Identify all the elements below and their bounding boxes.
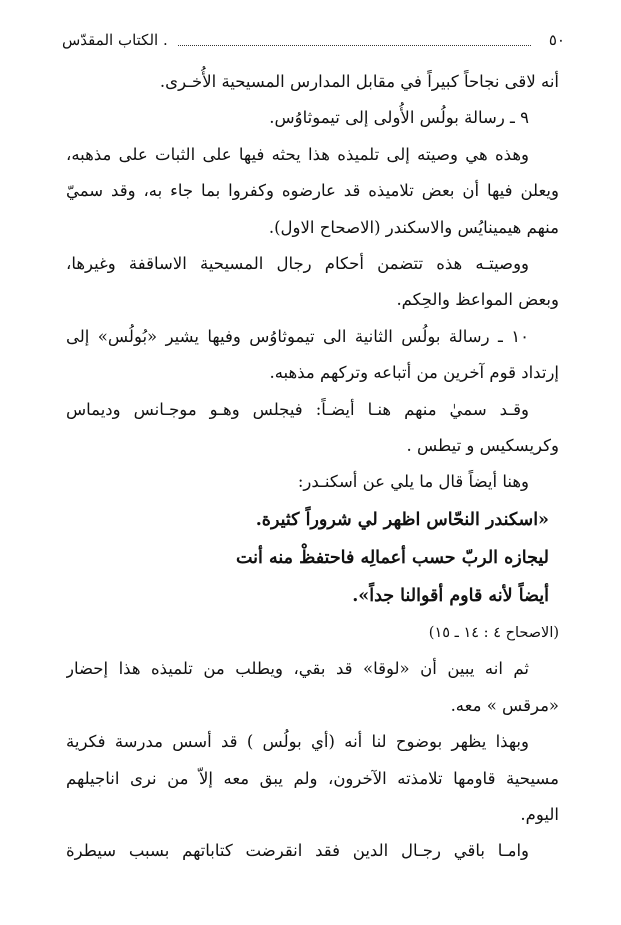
- running-title: . الكتاب المقدّس: [62, 31, 168, 49]
- text-line: ويعلن فيها أن بعض تلاميذه قد عارضوه وكفروا بما جاء به، وقد سميّ: [66, 181, 559, 201]
- quote-line: «اسكندر النحّاس اظهر لي شروراً كثيرة.: [255, 509, 549, 530]
- header-dotted-leader: [178, 35, 531, 46]
- text-line: إرتداد قوم آخرين من أتباعه وتركهم مذهبه.: [269, 363, 559, 383]
- text-line: مسيحية قاومها تلامذته الآخرون، ولم يبق معه إلاّ من نرى اناجيلهم: [66, 768, 559, 788]
- quote-reference: (الاصحاح ٤ : ١٤ ـ ١٥): [428, 624, 559, 641]
- quote-line: أيضاً لأنه قاوم أقوالنا جداً».: [352, 585, 549, 606]
- text-line: أنه لاقى نجاحاً كبيراً في مقابل المدارس المسيحية الأُخـرى.: [159, 72, 559, 91]
- page-number: ٥٠: [548, 31, 565, 49]
- text-line: وامـا باقي رجـال الدين فقد انقرضت كتاباتهم بسبب سيطرة: [66, 841, 529, 861]
- page-header: [62, 28, 565, 52]
- text-line: ووصيتـه هذه تتضمن أحكام رجال المسيحية الاساقفة وغيرها،: [66, 254, 529, 274]
- text-line: منهم هيمينايُس والاسكندر (الاصحاح الاول).: [268, 217, 559, 237]
- text-line: وهذه هي وصيته إلى تلميذه هذا يحثه فيها على الثبات على مذهبه،: [66, 144, 529, 164]
- text-line: وبعض المواعظ والحِكم.: [396, 290, 559, 310]
- text-line: ثم انه يبين أن «لوقا» قد بقي، ويطلب من تلميذه هذا إحضار: [66, 659, 529, 679]
- text-line: اليوم.: [520, 804, 559, 824]
- text-line: وكريسكيس و تيطس .: [406, 436, 559, 456]
- text-line: وقـد سميٰ منهم هنـا أيضـاً: فيجلس وهـو موجـانس وديماس: [66, 399, 529, 419]
- text-line: وهنا أيضاً قال ما يلي عن أسكنـدر:: [297, 472, 529, 492]
- text-line: «مرقس » معه.: [450, 695, 559, 715]
- section-heading-10: ١٠ ـ رسالة بولُس الثانية الى تيموثاوُس وفيها يشير «بُولُس» إلى: [66, 326, 529, 346]
- quote-line: ليجازه الربّ حسب أعمالِه فاحتفظْ منه أنت: [235, 547, 549, 568]
- text-line: وبهذا يظهر بوضوح لنا أنه (أي بولُس ) قد أسس مدرسة فكرية: [66, 732, 529, 752]
- section-heading-9: ٩ ـ رسالة بولُس الأُولى إلى تيموثاوُس.: [269, 108, 529, 128]
- page-body: [66, 64, 559, 870]
